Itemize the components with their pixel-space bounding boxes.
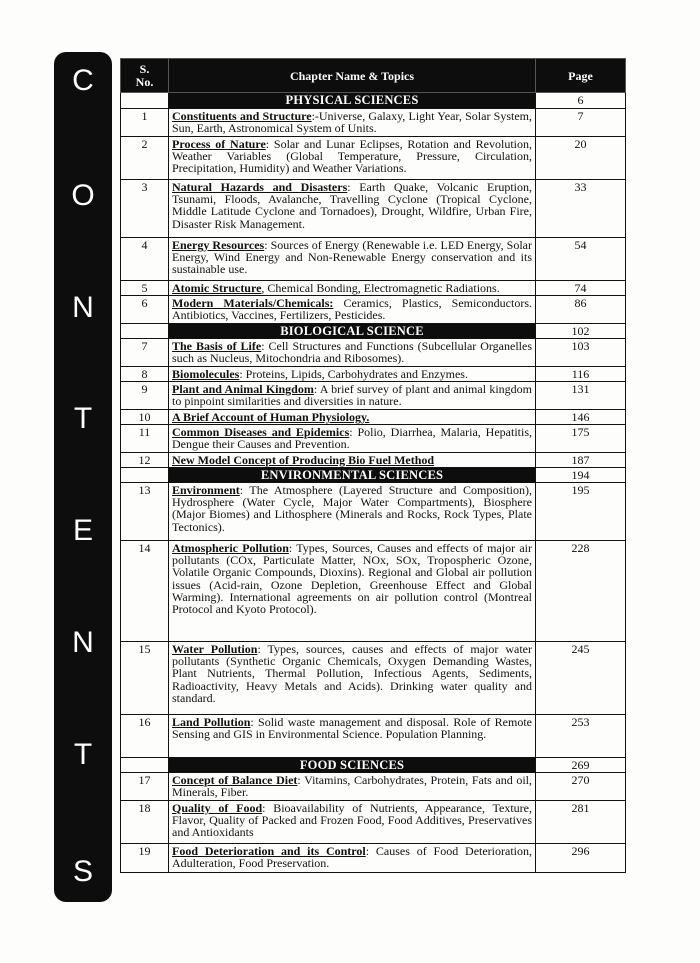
chapter-row: [121, 410, 626, 425]
chapter-topics: [169, 238, 536, 281]
chapter-description: : Types, Sources, Causes and effects of major air pollutants (COx, Particulate Matter, NOx, SOx, Tropospheric Ozone, Volatile Organic Compounds, Dioxins). Regional and Global air pollution issues (Acid-rain, Ozone Depletion, Greenhouse Effect and Global Warming). International agreements on air pollution control (Montreal Protocol and Kyoto Protocol).: [172, 541, 532, 617]
chapter-number: 3: [121, 180, 169, 238]
chapter-page: 228: [536, 541, 626, 642]
chapter-topics: [169, 483, 536, 541]
contents-letter: S: [72, 855, 93, 888]
section-row: [121, 93, 626, 109]
chapter-row: [121, 137, 626, 180]
chapter-row: [121, 281, 626, 296]
chapter-page: 86: [536, 296, 626, 324]
contents-letter: N: [72, 291, 94, 324]
chapter-page: 175: [536, 425, 626, 453]
contents-letter: T: [73, 402, 93, 435]
chapter-number: 8: [121, 367, 169, 382]
chapter-row: [121, 483, 626, 541]
chapter-number: 5: [121, 281, 169, 296]
chapter-description: : Solid waste management and disposal. Role of Remote Sensing and GIS in Environmental Science. Population Planning.: [172, 715, 533, 742]
chapter-title: New Model Concept of Producing Bio Fuel Method: [172, 453, 435, 467]
chapter-row: [121, 541, 626, 642]
chapter-title: Food Deterioration and its Control: [172, 844, 366, 858]
chapter-row: [121, 642, 626, 715]
chapter-topics: [169, 109, 536, 137]
chapter-description: : Types, sources, causes and effects of major water pollutants (Synthetic Organic Chemicals, Oxygen Demanding Wastes, Plant Nutrients, Thermal Pollution, Infectious Agents, Sediments, Radioactivity, Heavy Metals and Acids). Drinking water quality and standard.: [172, 642, 532, 705]
chapter-row: [121, 367, 626, 382]
chapter-description: : Solar and Lunar Eclipses, Rotation and Revolution, Weather Variables (Global Temperature, Pressure, Circulation, Precipitation, Humidity) and Weather Variations.: [172, 137, 532, 176]
section-page: 194: [536, 468, 626, 483]
contents-table: [120, 58, 626, 873]
chapter-page: 54: [536, 238, 626, 281]
chapter-description: : Bioavailability of Nutrients, Appearance, Texture, Flavor, Quality of Packed and Frozen Food, Food Additives, Preservatives and Antioxidants: [172, 801, 533, 840]
chapter-number: 15: [121, 642, 169, 715]
chapter-description: Ceramics, Plastics, Semiconductors. Antibiotics, Vaccines, Fertilizers, Pesticides.: [172, 296, 533, 323]
chapter-page: 103: [536, 339, 626, 367]
chapter-topics: [169, 425, 536, 453]
header-sno: S. No.: [121, 59, 169, 93]
chapter-row: [121, 296, 626, 324]
chapter-page: 74: [536, 281, 626, 296]
chapter-number: 9: [121, 382, 169, 410]
chapter-page: 146: [536, 410, 626, 425]
chapter-topics: [169, 844, 536, 873]
chapter-page: 281: [536, 801, 626, 844]
chapter-title: The Basis of Life: [172, 339, 262, 353]
chapter-page: 116: [536, 367, 626, 382]
chapter-number: 11: [121, 425, 169, 453]
chapter-page: 245: [536, 642, 626, 715]
chapter-description: : Cell Structures and Functions (Subcellular Organelles such as Nucleus, Mitochondria and Ribosomes).: [172, 339, 532, 366]
chapter-page: 7: [536, 109, 626, 137]
chapter-topics: [169, 382, 536, 410]
section-heading: FOOD SCIENCES: [169, 758, 536, 773]
section-sno-cell: [121, 93, 169, 109]
chapter-description: : The Atmosphere (Layered Structure and Composition), Hydrosphere (Water Cycle, Major Water Compartments), Biosphere (Major Biomes) and Lithosphere (Minerals and Rocks, Rock Types, Plate Tectonics).: [172, 483, 532, 534]
section-row: [121, 324, 626, 339]
chapter-row: [121, 453, 626, 468]
header-chapter: Chapter Name & Topics: [169, 59, 536, 93]
section-heading: ENVIRONMENTAL SCIENCES: [169, 468, 536, 483]
chapter-number: 13: [121, 483, 169, 541]
contents-letter: N: [72, 626, 94, 659]
chapter-page: 195: [536, 483, 626, 541]
chapter-description: : Polio, Diarrhea, Malaria, Hepatitis, Dengue their Causes and Prevention.: [172, 425, 532, 452]
chapter-number: 10: [121, 410, 169, 425]
chapter-topics: [169, 410, 536, 425]
header-page: Page: [536, 59, 626, 93]
chapter-title: Atmospheric Pollution: [172, 541, 289, 555]
chapter-row: [121, 109, 626, 137]
chapter-topics: [169, 773, 536, 801]
chapter-title: Energy Resources: [172, 238, 265, 252]
chapter-topics: [169, 339, 536, 367]
chapter-row: [121, 715, 626, 758]
contents-letter: O: [71, 179, 95, 212]
chapter-page: 187: [536, 453, 626, 468]
contents-letter: C: [72, 64, 94, 97]
chapter-title: Environment: [172, 483, 240, 497]
chapter-number: 16: [121, 715, 169, 758]
chapter-row: [121, 382, 626, 410]
chapter-topics: [169, 367, 536, 382]
chapter-number: 1: [121, 109, 169, 137]
chapter-number: 17: [121, 773, 169, 801]
chapter-topics: [169, 281, 536, 296]
chapter-description: : A brief survey of plant and animal kingdom to pinpoint similarities and diversities in nature.: [172, 382, 532, 409]
contents-letter: E: [72, 514, 93, 547]
section-sno-cell: [121, 758, 169, 773]
chapter-topics: [169, 642, 536, 715]
chapter-page: 253: [536, 715, 626, 758]
chapter-row: [121, 773, 626, 801]
chapter-title: Plant and Animal Kingdom: [172, 382, 314, 396]
contents-table-body: [121, 93, 626, 873]
chapter-title: Biomolecules: [172, 367, 240, 381]
contents-letter: T: [73, 738, 93, 771]
chapter-topics: [169, 296, 536, 324]
chapter-number: 4: [121, 238, 169, 281]
chapter-number: 12: [121, 453, 169, 468]
chapter-number: 19: [121, 844, 169, 873]
section-heading: PHYSICAL SCIENCES: [169, 93, 536, 109]
chapter-row: [121, 180, 626, 238]
section-page: 102: [536, 324, 626, 339]
chapter-description: : Vitamins, Carbohydrates, Protein, Fats and oil, Minerals, Fiber.: [172, 773, 532, 800]
chapter-row: [121, 238, 626, 281]
section-sno-cell: [121, 468, 169, 483]
chapter-description: : Sources of Energy (Renewable i.e. LED Energy, Solar Energy, Wind Energy and Non-Renewable Energy conservation and its sustainable use.: [172, 238, 532, 277]
chapter-number: 6: [121, 296, 169, 324]
chapter-topics: [169, 137, 536, 180]
chapter-title: Common Diseases and Epidemics: [172, 425, 350, 439]
chapter-row: [121, 844, 626, 873]
chapter-title: Land Pollution: [172, 715, 251, 729]
chapter-row: [121, 425, 626, 453]
chapter-page: 131: [536, 382, 626, 410]
chapter-description: , Chemical Bonding, Electromagnetic Radiations.: [261, 281, 500, 295]
section-sno-cell: [121, 324, 169, 339]
chapter-topics: [169, 180, 536, 238]
chapter-number: 14: [121, 541, 169, 642]
chapter-title: Atomic Structure: [172, 281, 262, 295]
table-header-row: [121, 59, 626, 93]
chapter-topics: [169, 801, 536, 844]
chapter-title: Concept of Balance Diet: [172, 773, 298, 787]
chapter-description: : Causes of Food Deterioration, Adulteration, Food Preservation.: [172, 844, 532, 871]
section-page: 6: [536, 93, 626, 109]
chapter-row: [121, 339, 626, 367]
chapter-title: Constituents and Structure: [172, 109, 312, 123]
chapter-row: [121, 801, 626, 844]
section-page: 269: [536, 758, 626, 773]
chapter-title: Process of Nature: [172, 137, 266, 151]
chapter-number: 7: [121, 339, 169, 367]
section-row: [121, 468, 626, 483]
chapter-page: 270: [536, 773, 626, 801]
chapter-title: A Brief Account of Human Physiology.: [172, 410, 370, 424]
chapter-description: : Proteins, Lipids, Carbohydrates and Enzymes.: [239, 367, 468, 381]
chapter-title: Natural Hazards and Disasters: [172, 180, 348, 194]
chapter-title: Quality of Food: [172, 801, 263, 815]
section-row: [121, 758, 626, 773]
chapter-number: 18: [121, 801, 169, 844]
chapter-page: 296: [536, 844, 626, 873]
contents-side-banner: [54, 52, 112, 902]
chapter-page: 20: [536, 137, 626, 180]
chapter-number: 2: [121, 137, 169, 180]
chapter-topics: [169, 541, 536, 642]
chapter-page: 33: [536, 180, 626, 238]
chapter-title: Water Pollution: [172, 642, 258, 656]
chapter-description: :-Universe, Galaxy, Light Year, Solar System, Sun, Earth, Astronomical System of Units.: [172, 109, 533, 136]
section-heading: BIOLOGICAL SCIENCE: [169, 324, 536, 339]
chapter-topics: [169, 715, 536, 758]
chapter-title: Modern Materials/Chemicals:: [172, 296, 334, 310]
chapter-description: : Earth Quake, Volcanic Eruption, Tsunami, Floods, Avalanche, Travelling Cyclone (Tropical Cyclone, Middle Latitude Cyclone and Tornadoes), Drought, Wildfire, Urban Fire, Disaster Risk Management.: [172, 180, 532, 231]
chapter-topics: [169, 453, 536, 468]
